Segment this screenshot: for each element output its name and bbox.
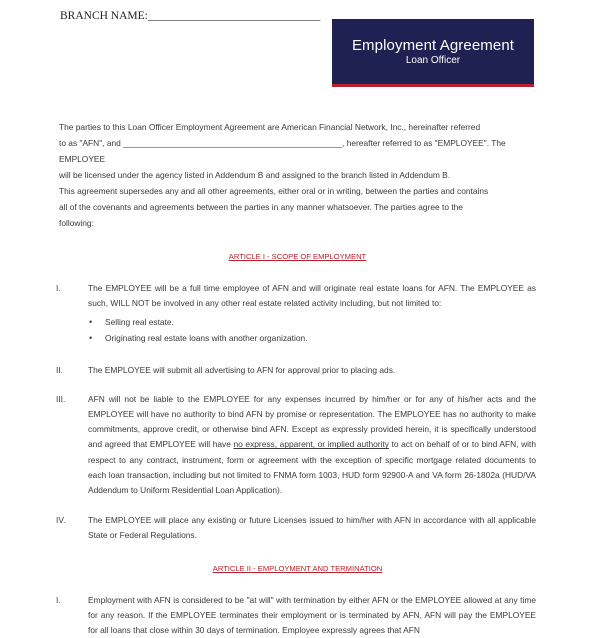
article-1-item-2 bbox=[56, 363, 536, 378]
item-text-part: to act on behalf of or to bind AFN, with respect to any contract, instrument, form or agreement with the exception of specific mortgage related documents to each loan transaction, including but not limited to FNMA form 1003, HUD form 92900-A and VA form 26-1802a (HUD/VA Addendum to Uniform Residential Loan Application). bbox=[88, 439, 536, 496]
document-title: Employment Agreement bbox=[351, 37, 515, 54]
article-1-heading: ARTICLE I - SCOPE OF EMPLOYMENT bbox=[228, 252, 367, 261]
branch-name-line bbox=[60, 10, 320, 22]
title-banner bbox=[332, 19, 534, 87]
article-2-heading: ARTICLE II - EMPLOYMENT AND TERMINATION bbox=[212, 563, 383, 573]
item-text: The EMPLOYEE will submit all advertising to AFN for approval prior to placing ads. bbox=[88, 364, 396, 375]
intro-line: will be licensed under the agency listed in Addendum B and assigned to the branch listed in Addendum B. bbox=[59, 170, 451, 180]
intro-line: This agreement supersedes any and all other agreements, either oral or in writing, between the parties and contains bbox=[59, 186, 489, 196]
document-subtitle: Loan Officer bbox=[405, 55, 461, 66]
item-number: IV. bbox=[56, 515, 66, 526]
branch-name-label: BRANCH NAME: bbox=[60, 10, 148, 22]
intro-line: The parties to this Loan Officer Employment Agreement are American Financial Network, Inc., hereinafter referred bbox=[59, 122, 481, 132]
underlined-phrase: no express, apparent, or implied authority bbox=[233, 439, 389, 450]
bullet-item: • Originating real estate loans with another organization. bbox=[88, 331, 536, 347]
item-text: The EMPLOYEE will place any existing or future Licenses issued to him/her with AFN in accordance with all applicable State or Federal Regulations. bbox=[88, 515, 536, 541]
intro-line: to as "AFN", and _______________________________________________, hereafter referred to as "EMPLOYEE". The EMPLOYEE bbox=[59, 138, 506, 164]
item-text-part: AFN will not be liable to the EMPLOYEE for any expenses incurred by him/her or for any of his/her acts and the EMPLOYEE will have no authority to bind AFN by promise or representation. The EMPLOYEE has no authority to make commitments, approve credit, or otherwise bind AFN. Except as expressly provided herein, it is specifically understood and agreed that EMPLOYEE will have bbox=[88, 393, 536, 450]
bullet-item: • Selling real estate. bbox=[88, 315, 536, 331]
item-number: III. bbox=[56, 393, 66, 404]
item-text bbox=[88, 392, 536, 498]
document-body bbox=[56, 119, 536, 638]
item-number: II. bbox=[56, 364, 63, 375]
item-number: I. bbox=[56, 283, 61, 293]
article-2-item-1 bbox=[56, 593, 536, 638]
intro-line: all of the covenants and agreements between the parties in any manner whatsoever. The parties agree to the bbox=[59, 202, 463, 212]
intro-paragraph bbox=[59, 119, 536, 231]
branch-name-blank: ______________________________ bbox=[147, 10, 321, 22]
item-text: The EMPLOYEE will be a full time employee of AFN and will originate real estate loans for AFN. The EMPLOYEE as such, WILL NOT be involved in any other real estate related activity including, but not limited to: bbox=[88, 283, 536, 309]
article-1-item-1 bbox=[56, 281, 536, 347]
article-1-item-3 bbox=[56, 392, 536, 498]
article-1-item-4 bbox=[56, 513, 536, 543]
bullet-list bbox=[88, 315, 536, 346]
item-text: Employment with AFN is considered to be "at will" with termination by either AFN or the EMPLOYEE allowed at any time for any reason. If the EMPLOYEE terminates their employment or is terminated by AFN, AFN will pay the EMPLOYEE for all loans that close within 30 days of termination. Employee expressly agrees that AFN bbox=[88, 594, 536, 636]
intro-line: following: bbox=[59, 218, 94, 228]
item-number: I. bbox=[56, 594, 61, 605]
